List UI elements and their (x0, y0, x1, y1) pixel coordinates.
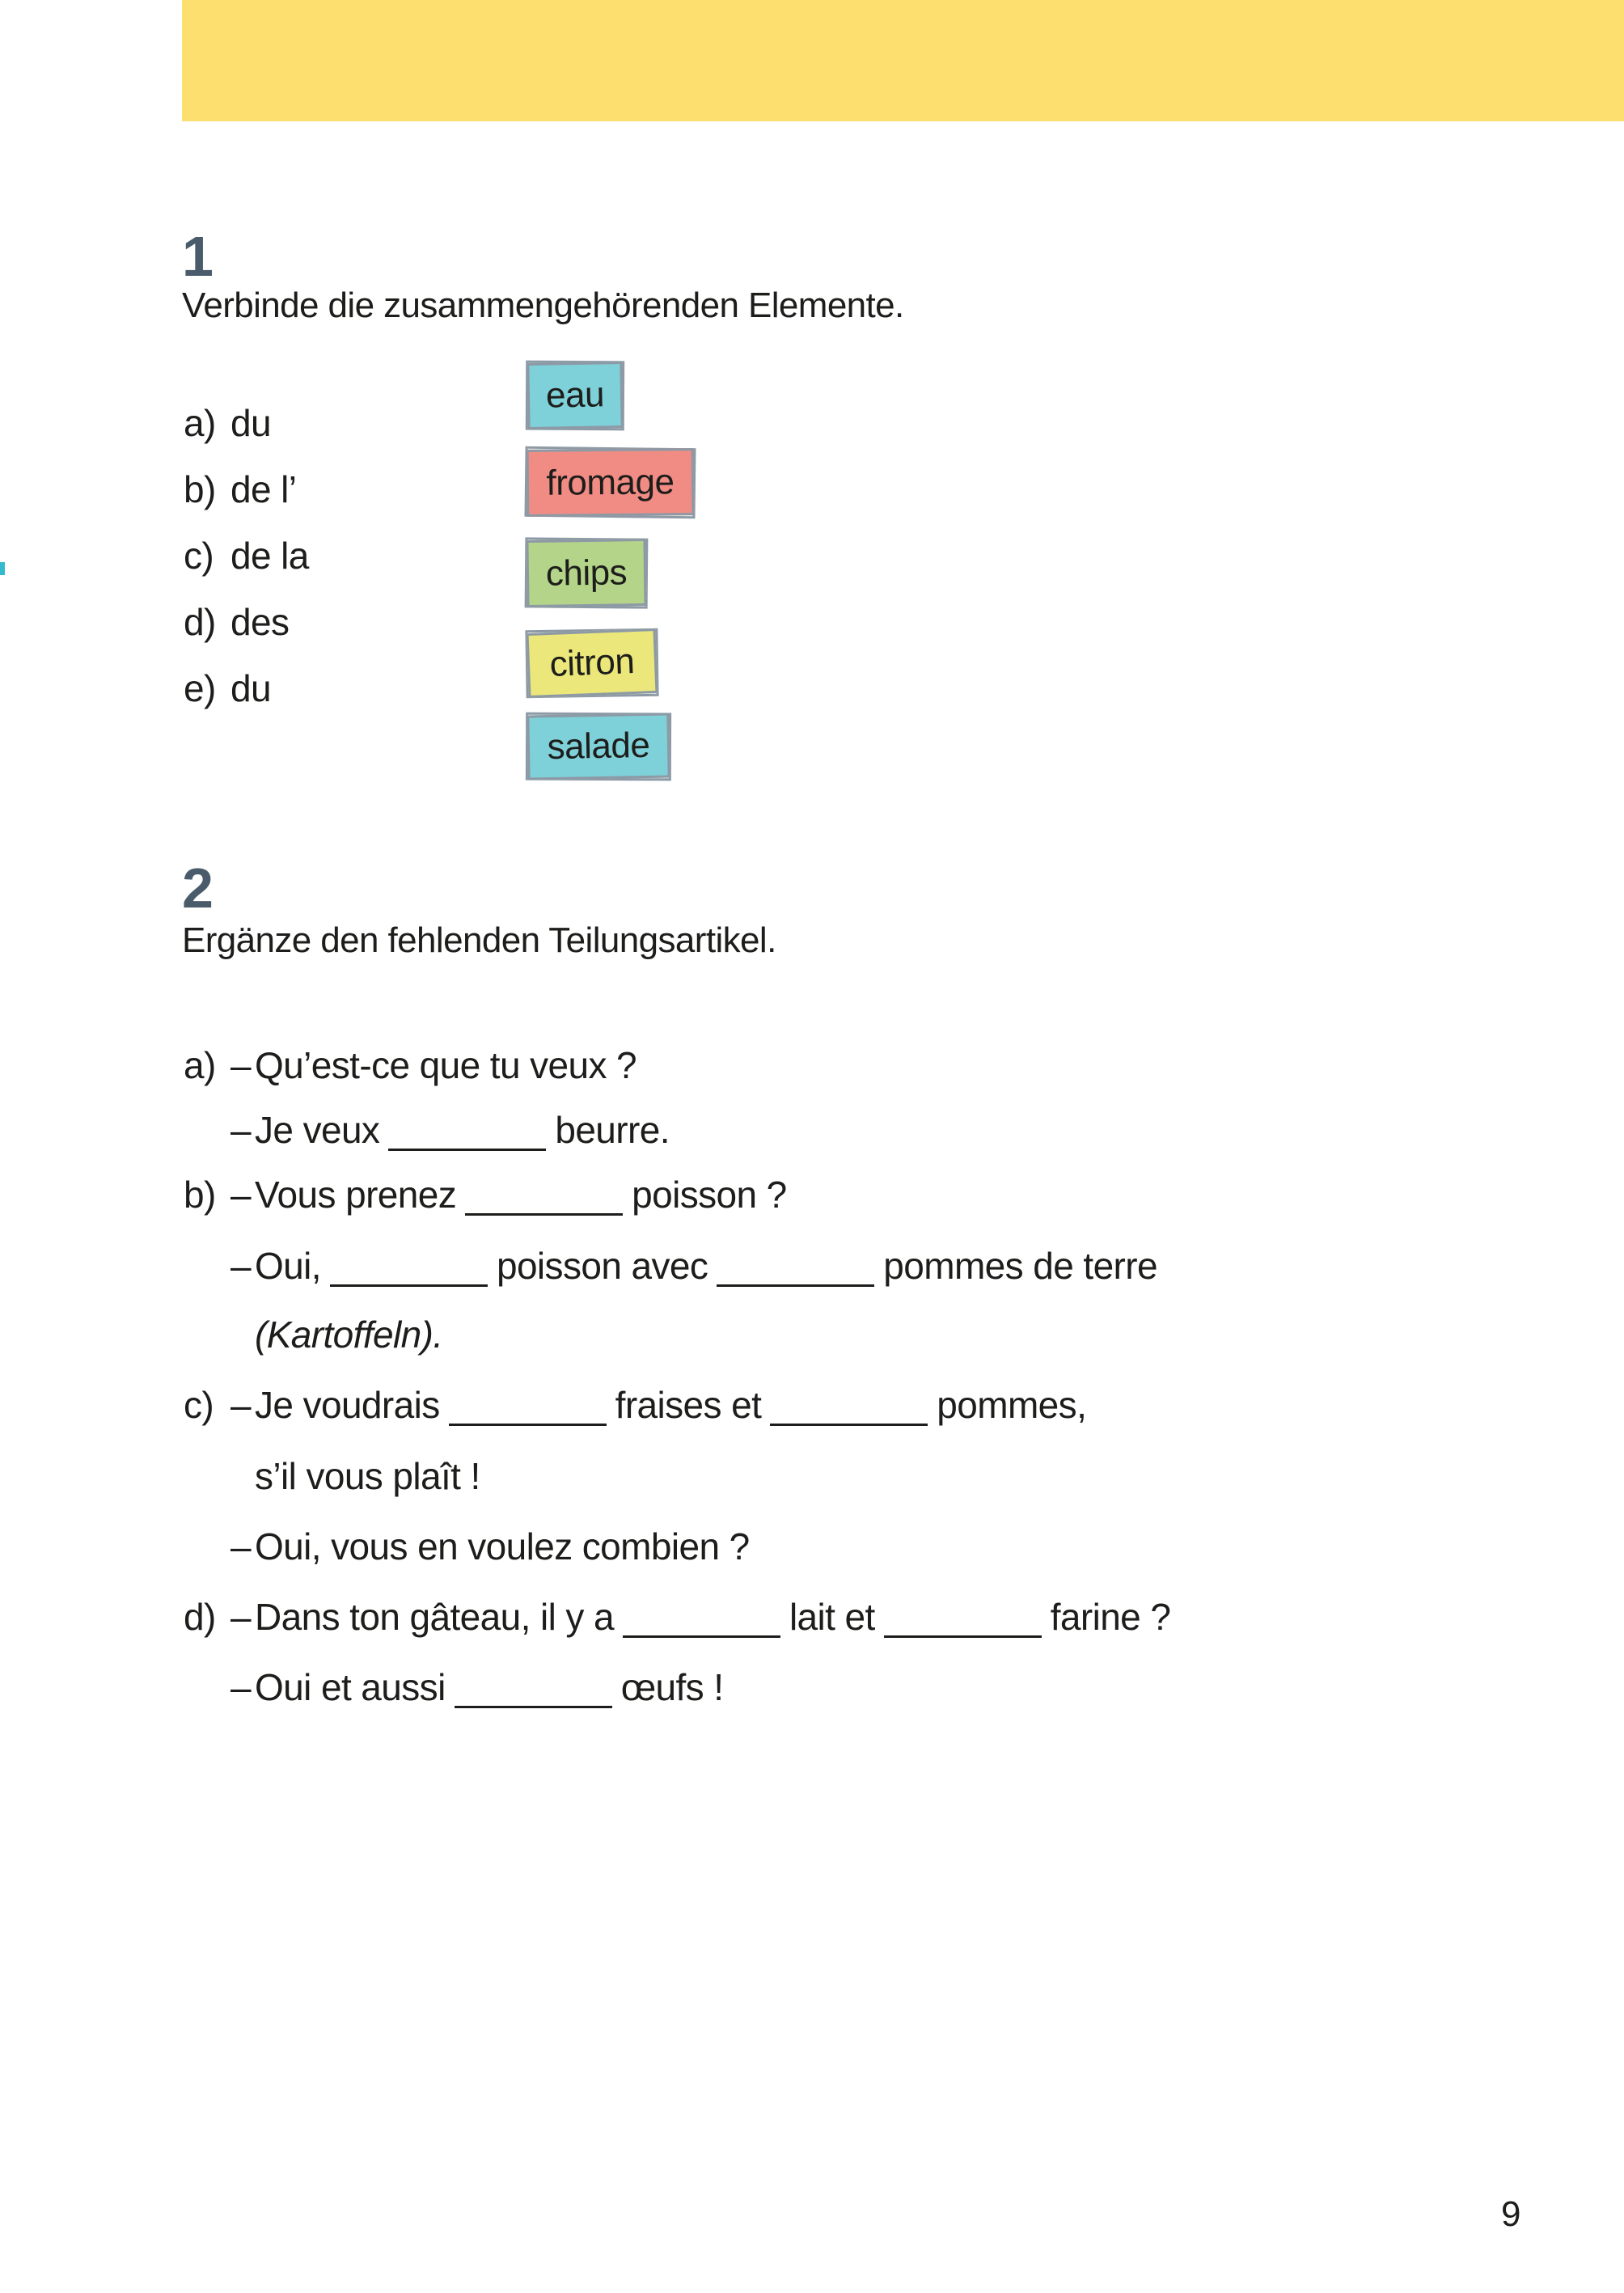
match-item (184, 467, 296, 512)
match-item-letter: d) (184, 601, 216, 643)
sentence-text: Dans ton gâteau, il y a (255, 1596, 614, 1638)
dialogue-dash: – (230, 1666, 251, 1708)
match-item (184, 533, 309, 578)
header-band (182, 0, 1624, 121)
sentence-text: œufs ! (620, 1666, 724, 1708)
sentence-text: pommes de terre (883, 1245, 1157, 1287)
blank-line (330, 1252, 488, 1287)
word-tag-label: eau (545, 374, 605, 416)
edge-print-mark (0, 562, 5, 575)
sentence-text: s’il vous plaît ! (255, 1455, 480, 1497)
exercise1-instruction: Verbinde die zusammengehörenden Elemente. (182, 286, 904, 325)
word-tag-label: citron (548, 641, 636, 684)
sentence-line (184, 1524, 750, 1569)
exercise2-number: 2 (182, 857, 213, 920)
dialogue-dash: – (230, 1044, 251, 1086)
match-item (184, 666, 271, 711)
blank-line (884, 1603, 1042, 1638)
sentence-text: Oui, vous en voulez combien ? (255, 1525, 750, 1567)
sentence-line (184, 1453, 480, 1499)
sentence-line (184, 1382, 1086, 1428)
word-tag-fill (527, 713, 670, 780)
dialogue-dash: – (230, 1174, 251, 1216)
sentence-text: farine ? (1050, 1596, 1171, 1638)
sentence-text: Je veux (255, 1109, 380, 1151)
match-item-word: des (230, 601, 290, 643)
blank-line (449, 1391, 607, 1426)
blank-line (465, 1181, 623, 1216)
word-tag-fill (527, 628, 658, 698)
match-item (184, 599, 289, 645)
sentence-text: Oui, (255, 1245, 321, 1287)
sentence-line (184, 1107, 670, 1153)
sentence-line (184, 1043, 636, 1088)
match-item-letter: a) (184, 402, 216, 444)
sentence-line (184, 1172, 787, 1217)
match-item-word: de la (230, 535, 309, 577)
dialogue-dash: – (230, 1245, 251, 1287)
word-tag-fill (526, 539, 646, 607)
sentence-letter: a) (184, 1044, 216, 1086)
dialogue-dash: – (230, 1384, 251, 1426)
blank-line (770, 1391, 928, 1426)
match-item-word: du (230, 667, 271, 709)
word-tag-eau (527, 362, 623, 429)
sentence-line (184, 1594, 1170, 1639)
blank-line (455, 1673, 612, 1708)
sentence-line (184, 1243, 1157, 1288)
word-tag-label: fromage (546, 461, 675, 503)
sentence-line (184, 1312, 443, 1357)
blank-line (717, 1252, 874, 1287)
dialogue-dash: – (230, 1525, 251, 1567)
word-tag-citron (527, 631, 657, 696)
sentence-text: (Kartoffeln). (255, 1314, 443, 1356)
sentence-letter: d) (184, 1596, 216, 1638)
sentence-letter: c) (184, 1384, 214, 1426)
match-item-letter: e) (184, 667, 216, 709)
word-tag-fill (527, 362, 623, 429)
exercise2-instruction: Ergänze den fehlenden Teilungsartikel. (182, 920, 776, 960)
sentence-text: Je voudrais (255, 1384, 440, 1426)
sentence-text: poisson ? (632, 1174, 787, 1216)
blank-line (388, 1116, 546, 1151)
exercise1-number: 1 (182, 225, 213, 288)
match-item-letter: b) (184, 468, 216, 510)
blank-line (623, 1603, 780, 1638)
match-item-word: de l’ (230, 468, 297, 510)
sentence-text: Qu’est-ce que tu veux ? (255, 1044, 637, 1086)
sentence-text: poisson avec (496, 1245, 708, 1287)
sentence-text: Oui et aussi (255, 1666, 446, 1708)
word-tag-fromage (527, 449, 694, 516)
match-item (184, 400, 271, 446)
dialogue-dash: – (230, 1596, 251, 1638)
page-number: 9 (1501, 2194, 1521, 2234)
word-tag-label: salade (547, 725, 650, 768)
sentence-line (184, 1665, 723, 1710)
dialogue-dash: – (230, 1109, 251, 1151)
word-tag-label: chips (545, 552, 628, 594)
sentence-text: pommes, (937, 1384, 1087, 1426)
match-item-letter: c) (184, 535, 214, 577)
word-tag-chips (527, 539, 646, 607)
sentence-text: beurre. (555, 1109, 670, 1151)
word-tag-fill (527, 448, 695, 517)
match-item-word: du (230, 402, 271, 444)
word-tag-salade (527, 714, 670, 779)
sentence-text: lait et (789, 1596, 875, 1638)
sentence-letter: b) (184, 1174, 216, 1216)
sentence-text: Vous prenez (255, 1174, 457, 1216)
sentence-text: fraises et (615, 1384, 762, 1426)
